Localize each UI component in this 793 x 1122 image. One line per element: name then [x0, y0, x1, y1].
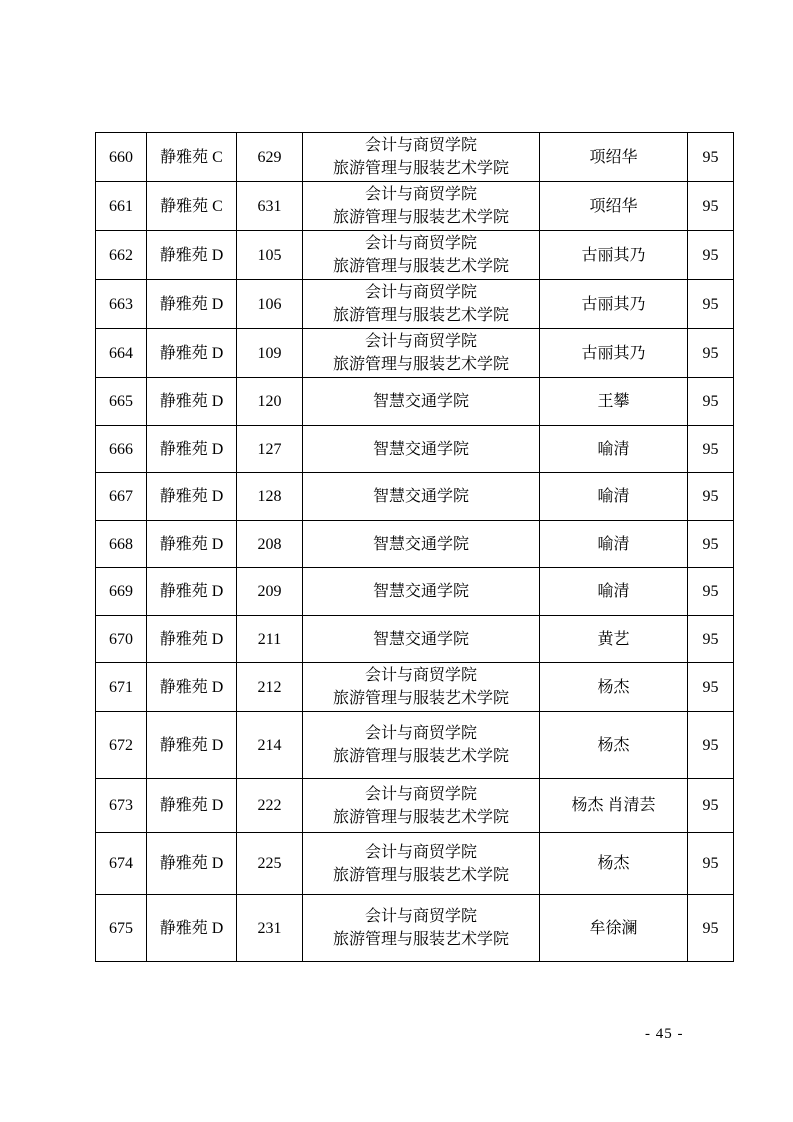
- row-number-cell: 675: [96, 895, 147, 962]
- college-name: 旅游管理与服装艺术学院: [332, 356, 509, 373]
- college-name: 会计与商贸学院: [364, 284, 477, 301]
- building-cell: 静雅苑 D: [147, 568, 237, 616]
- table-row: [96, 231, 734, 280]
- college-name: 会计与商贸学院: [364, 785, 477, 803]
- college-cell: [303, 833, 540, 895]
- table-row: [96, 616, 734, 663]
- building-cell: 静雅苑 D: [147, 895, 237, 962]
- building-cell: 静雅苑 D: [147, 833, 237, 895]
- counselor-cell: 牟徐澜: [540, 895, 688, 962]
- room-cell: 212: [237, 663, 303, 712]
- row-number-cell: 665: [96, 378, 147, 426]
- row-number-cell: 671: [96, 663, 147, 712]
- row-number-cell: 666: [96, 426, 147, 473]
- room-cell: 208: [237, 521, 303, 568]
- counselor-cell: 黄艺: [540, 616, 688, 663]
- college-name: 智慧交通学院: [372, 393, 469, 410]
- table-row: [96, 663, 734, 712]
- table-row: [96, 779, 734, 833]
- score-cell: 95: [688, 712, 734, 779]
- college-name: 会计与商贸学院: [364, 235, 477, 252]
- college-name: 旅游管理与服装艺术学院: [332, 160, 509, 177]
- table-row: [96, 378, 734, 426]
- room-cell: 109: [237, 329, 303, 378]
- room-cell: 214: [237, 712, 303, 779]
- score-cell: 95: [688, 231, 734, 280]
- row-number-cell: 669: [96, 568, 147, 616]
- row-number-cell: 664: [96, 329, 147, 378]
- room-cell: 106: [237, 280, 303, 329]
- score-cell: 95: [688, 280, 734, 329]
- room-cell: 231: [237, 895, 303, 962]
- college-name: 旅游管理与服装艺术学院: [332, 931, 509, 948]
- building-cell: 静雅苑 D: [147, 521, 237, 568]
- score-cell: 95: [688, 616, 734, 663]
- college-name: 会计与商贸学院: [364, 843, 477, 861]
- building-cell: 静雅苑 D: [147, 280, 237, 329]
- table-row: [96, 133, 734, 182]
- table-row: [96, 426, 734, 473]
- counselor-cell: 古丽其乃: [540, 231, 688, 280]
- college-cell: [303, 712, 540, 779]
- college-cell: [303, 378, 540, 426]
- row-number-cell: 663: [96, 280, 147, 329]
- score-cell: 95: [688, 779, 734, 833]
- college-cell: [303, 473, 540, 521]
- college-name: 会计与商贸学院: [364, 333, 477, 350]
- table-row: [96, 712, 734, 779]
- score-cell: 95: [688, 568, 734, 616]
- score-cell: 95: [688, 521, 734, 568]
- table-row: [96, 182, 734, 231]
- building-cell: 静雅苑 D: [147, 663, 237, 712]
- counselor-cell: 古丽其乃: [540, 280, 688, 329]
- table-row: [96, 833, 734, 895]
- college-name: 会计与商贸学院: [364, 186, 477, 203]
- score-cell: 95: [688, 473, 734, 521]
- counselor-cell: 喻清: [540, 521, 688, 568]
- room-cell: 225: [237, 833, 303, 895]
- college-name: 会计与商贸学院: [364, 137, 477, 154]
- college-name: 智慧交通学院: [372, 630, 469, 648]
- row-number-cell: 662: [96, 231, 147, 280]
- building-cell: 静雅苑 C: [147, 133, 237, 182]
- room-cell: 629: [237, 133, 303, 182]
- college-cell: [303, 231, 540, 280]
- table-row: [96, 521, 734, 568]
- counselor-cell: 王攀: [540, 378, 688, 426]
- score-cell: 95: [688, 329, 734, 378]
- counselor-cell: 喻清: [540, 426, 688, 473]
- counselor-cell: 杨杰: [540, 663, 688, 712]
- table-row: [96, 329, 734, 378]
- score-cell: 95: [688, 895, 734, 962]
- college-name: 智慧交通学院: [372, 583, 469, 600]
- score-cell: 95: [688, 663, 734, 712]
- college-name: 会计与商贸学院: [364, 908, 477, 925]
- score-cell: 95: [688, 378, 734, 426]
- college-name: 智慧交通学院: [372, 488, 469, 505]
- building-cell: 静雅苑 D: [147, 378, 237, 426]
- college-name: 旅游管理与服装艺术学院: [332, 808, 509, 826]
- table-row: [96, 568, 734, 616]
- row-number-cell: 660: [96, 133, 147, 182]
- room-cell: 127: [237, 426, 303, 473]
- row-number-cell: 668: [96, 521, 147, 568]
- counselor-cell: 项绍华: [540, 133, 688, 182]
- college-cell: [303, 616, 540, 663]
- college-cell: [303, 426, 540, 473]
- counselor-cell: 喻清: [540, 568, 688, 616]
- college-name: 旅游管理与服装艺术学院: [332, 690, 509, 707]
- row-number-cell: 670: [96, 616, 147, 663]
- room-cell: 128: [237, 473, 303, 521]
- page-number: - 45 -: [645, 1026, 684, 1042]
- counselor-cell: 喻清: [540, 473, 688, 521]
- college-cell: [303, 182, 540, 231]
- building-cell: 静雅苑 D: [147, 473, 237, 521]
- college-cell: [303, 779, 540, 833]
- room-cell: 211: [237, 616, 303, 663]
- college-cell: [303, 568, 540, 616]
- table-row: [96, 895, 734, 962]
- room-cell: 222: [237, 779, 303, 833]
- room-cell: 105: [237, 231, 303, 280]
- building-cell: 静雅苑 C: [147, 182, 237, 231]
- college-name: 旅游管理与服装艺术学院: [332, 307, 509, 324]
- college-name: 旅游管理与服装艺术学院: [332, 258, 509, 275]
- college-cell: [303, 663, 540, 712]
- row-number-cell: 674: [96, 833, 147, 895]
- room-cell: 120: [237, 378, 303, 426]
- building-cell: 静雅苑 D: [147, 426, 237, 473]
- building-cell: 静雅苑 D: [147, 231, 237, 280]
- score-cell: 95: [688, 182, 734, 231]
- college-name: 智慧交通学院: [372, 440, 469, 458]
- building-cell: 静雅苑 D: [147, 329, 237, 378]
- college-name: 会计与商贸学院: [364, 667, 477, 684]
- row-number-cell: 673: [96, 779, 147, 833]
- counselor-cell: 杨杰 肖清芸: [540, 779, 688, 833]
- building-cell: 静雅苑 D: [147, 616, 237, 663]
- college-cell: [303, 895, 540, 962]
- score-cell: 95: [688, 133, 734, 182]
- row-number-cell: 667: [96, 473, 147, 521]
- score-cell: 95: [688, 426, 734, 473]
- counselor-cell: 杨杰: [540, 712, 688, 779]
- counselor-cell: 古丽其乃: [540, 329, 688, 378]
- room-cell: 209: [237, 568, 303, 616]
- college-cell: [303, 521, 540, 568]
- score-cell: 95: [688, 833, 734, 895]
- college-cell: [303, 133, 540, 182]
- table-row: [96, 280, 734, 329]
- college-cell: [303, 280, 540, 329]
- row-number-cell: 661: [96, 182, 147, 231]
- building-cell: 静雅苑 D: [147, 779, 237, 833]
- dormitory-score-table: [95, 132, 734, 962]
- row-number-cell: 672: [96, 712, 147, 779]
- college-name: 旅游管理与服装艺术学院: [332, 209, 509, 226]
- college-name: 智慧交通学院: [372, 535, 469, 553]
- counselor-cell: 杨杰: [540, 833, 688, 895]
- college-cell: [303, 329, 540, 378]
- counselor-cell: 项绍华: [540, 182, 688, 231]
- table-body: [96, 133, 734, 962]
- room-cell: 631: [237, 182, 303, 231]
- table-row: [96, 473, 734, 521]
- college-name: 会计与商贸学院: [364, 725, 477, 742]
- college-name: 旅游管理与服装艺术学院: [332, 748, 509, 765]
- college-name: 旅游管理与服装艺术学院: [332, 866, 509, 884]
- building-cell: 静雅苑 D: [147, 712, 237, 779]
